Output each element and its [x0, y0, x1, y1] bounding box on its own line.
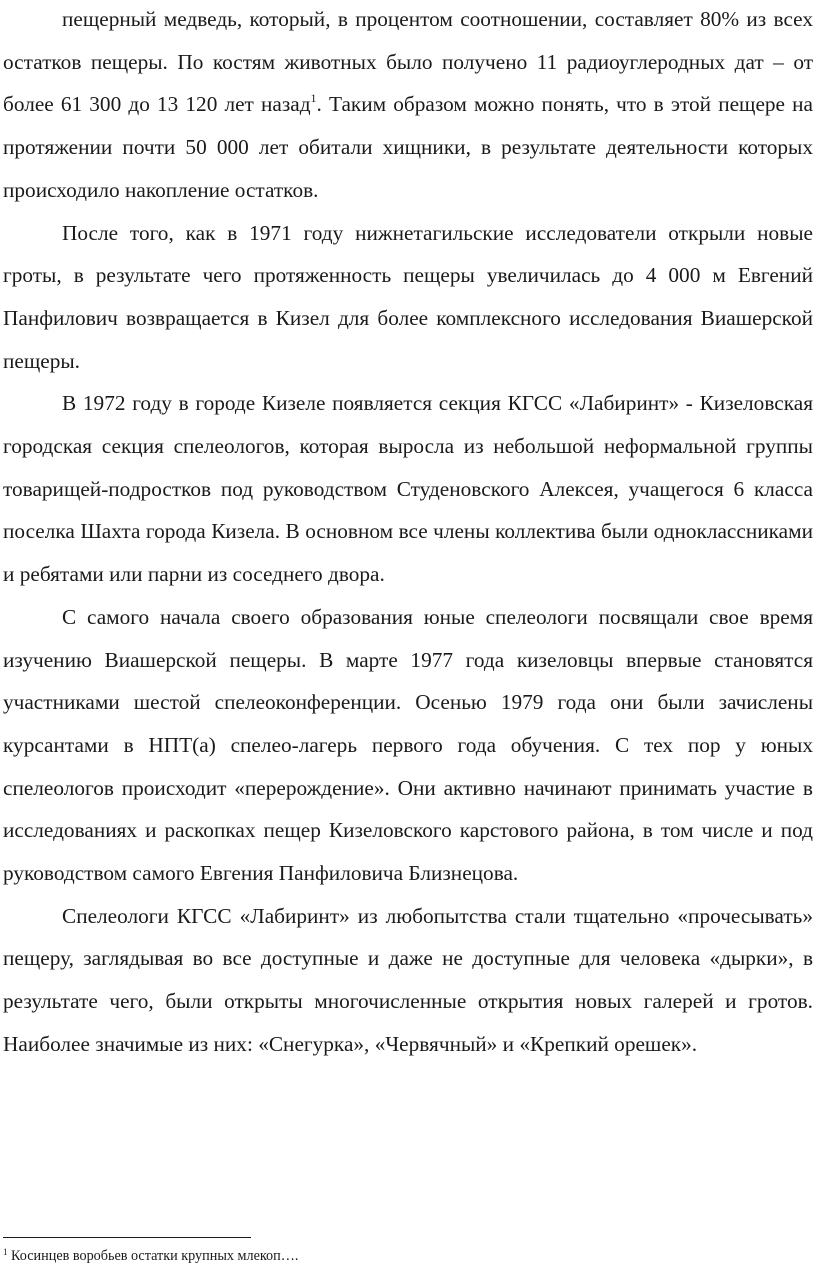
footnote-text: Косинцев воробьев остатки крупных млекоп…. — [7, 1248, 299, 1264]
paragraph-1-text-before: пещерный медведь, который, в процентом соотношении, составляет 80% из всех остатков пещеры. По костям животных было получено 11 радиоуглеродных дат – от более 61 300 до 13 120 лет назад — [3, 7, 813, 117]
footnote — [3, 1247, 298, 1265]
paragraph-5: Спелеологи КГСС «Лабиринт» из любопытства стали тщательно «прочесывать» пещеру, заглядывая во все доступные и даже не доступные для человека «дырки», в результате чего, были открыты многочисленные открытия новых галерей и гротов. Наиболее значимые из них: «Снегурка», «Червячный» и «Крепкий орешек». — [3, 903, 813, 1056]
footnote-reference[interactable]: 1 — [310, 91, 317, 106]
paragraph-3: В 1972 году в городе Кизеле появляется секция КГСС «Лабиринт» - Кизеловская городская секция спелеологов, которая выросла из небольшой неформальной группы товарищей-подростков под руководством Студеновского Алексея, учащегося 6 класса поселка Шахта города Кизела. В основном все члены коллектива были одноклассниками и ребятами или парни из соседнего двора. — [3, 391, 813, 587]
paragraph-2: После того, как в 1971 году нижнетагильские исследователи открыли новые гроты, в результате чего протяженность пещеры увеличилась до 4 000 м Евгений Панфилович возвращается в Кизел для более комплексного исследования Виашерской пещеры. — [3, 220, 813, 373]
paragraph-1 — [3, 0, 813, 212]
paragraph-1-text-after: . Таким образом можно понять, что в этой пещере на протяжении почти 50 000 лет обитали хищники, в результате деятельности которых происходило накопление остатков. — [3, 92, 813, 202]
document-body — [3, 0, 813, 1066]
footnote-number: 1 — [3, 1247, 8, 1257]
footnote-separator — [3, 1237, 251, 1238]
paragraph-4: С самого начала своего образования юные спелеологи посвящали свое время изучению Виашерской пещеры. В марте 1977 года кизеловцы впервые становятся участниками шестой спелеоконференции. Осенью 1979 года они были зачислены курсантами в НПТ(а) спелео-лагерь первого года обучения. С тех пор у юных спелеологов происходит «перерождение». Они активно начинают принимать участие в исследованиях и раскопках пещер Кизеловского карстового района, в том числе и под руководством самого Евгения Панфиловича Близнецова. — [3, 604, 813, 886]
